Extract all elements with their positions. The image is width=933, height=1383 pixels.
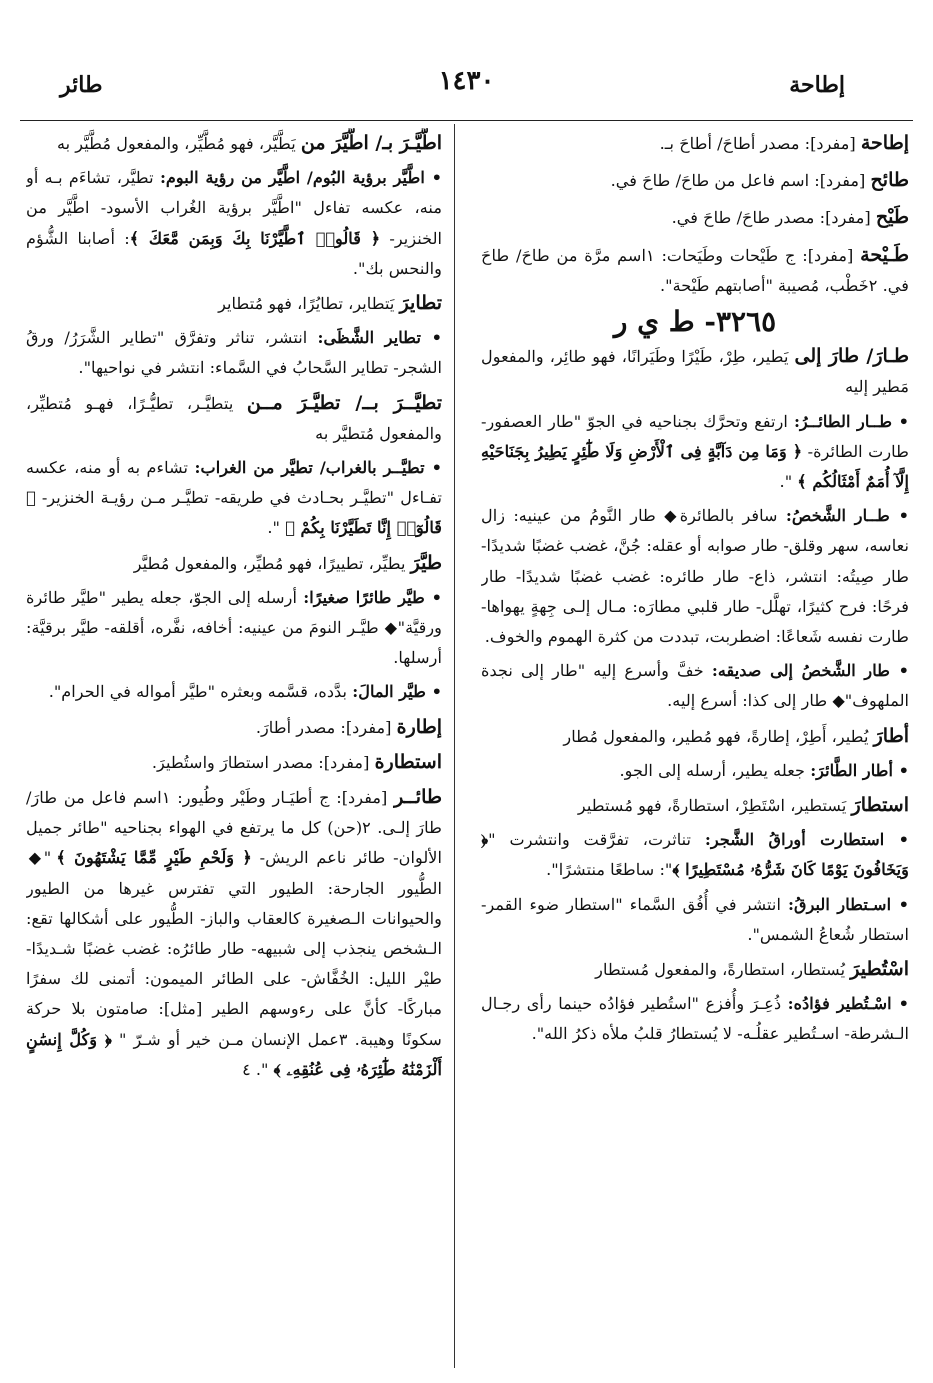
- entry-tayh: [481, 202, 909, 233]
- conjugation: يُستطار، استطارةً، والمفعول مُستطار: [595, 960, 846, 980]
- sense: [481, 407, 909, 498]
- sense-lead: • اسـتطار البرقُ:: [788, 894, 909, 914]
- quran-quote: ﴿ وَكُلَّ إِنسَٰنٍ أَلْزَمْنَٰهُ طَٰٓئِرَهُۥ فِى عُنُقِهِۦ ﴾: [26, 1029, 442, 1079]
- guide-word-right: إطاحة: [789, 72, 845, 98]
- sense-lead: • تطيَّــر بالغراب/ تطيَّر من الغراب:: [194, 458, 442, 478]
- entry-tatayyar: [26, 388, 442, 449]
- conjugation: يَتطاير، تطايُرًا، فهو مُتطاير: [218, 294, 395, 314]
- headword: تطيَّــرَ بــ/ تطيَّـرَ مــن: [246, 391, 442, 414]
- entry-tair: [26, 782, 442, 1085]
- conjugation: يَطَّيَّر، فهو مُطَّيِّر، والمفعول مُطَّيَّر به: [56, 134, 296, 153]
- definition: [مفرد]: مصدر استطارَ واستُطيرَ.: [151, 752, 370, 772]
- right-column: [481, 128, 909, 1368]
- sense-text: خفَّ وأسرع إليه "طار إلى نجدة الملهوف"◆ طار إلى كذا: أسرع إليه.: [481, 661, 909, 711]
- headword: طائح: [870, 169, 909, 192]
- sense-tail: ".: [267, 518, 286, 538]
- running-header: [24, 62, 909, 116]
- headword: إطارة: [396, 715, 442, 738]
- headword: إطاحة: [860, 132, 909, 154]
- sense-lead: • اسْـتُطير فؤادُه:: [787, 994, 909, 1014]
- definition-end: ". ٤: [242, 1059, 274, 1079]
- root-heading: ٣٢٦٥- ط ي ر: [613, 305, 777, 339]
- headword: طَيْح: [875, 206, 909, 229]
- quran-quote: ﴿ قَالُوٓا۟ إِنَّا تَطَيَّرْنَا بِكُمْ ﴾: [26, 488, 442, 538]
- sense-lead: • طيَّر طائرًا صغيرًا:: [303, 587, 442, 607]
- sense-lead: • اطَّيَّر برؤية البُوم/ اطَّيَّر من رؤية البوم:: [159, 168, 442, 188]
- headword: تطايرَ: [399, 292, 442, 315]
- conjugation: يَطير، طِرْ، طَيْرًا وطَيَرانًا، فهو طائِر، والمفعول مَطير إليه: [481, 347, 909, 397]
- sense: [481, 656, 909, 716]
- entry-itara: [26, 712, 442, 743]
- quran-quote: ﴿ وَيَخَافُونَ يَوْمًا كَانَ شَرُّهُۥ مُسْتَطِيرًا ﴾: [481, 830, 909, 880]
- headword: طائــر: [394, 786, 442, 809]
- entry-tatayar: [26, 288, 442, 319]
- definition: [مفرد]: اسم فاعل من طاحَ/ طاحَ في.: [610, 171, 866, 191]
- quran-quote: ﴿ وَمَا مِن دَآبَّةٍ فِى ٱلْأَرْضِ وَلَا طَٰٓئِرٍ يَطِيرُ بِجَنَاحَيْهِ إِلَّآ أُمَمٌ أَمْثَالُكُم ﴾: [481, 441, 909, 492]
- quran-quote: ﴿ قَالُوا۟ ٱطَّيَّرْنَا بِكَ وَبِمَن مَّعَكَ ﴾: [129, 228, 381, 248]
- sense-lead: • طار الشَّخصُ إلى صديقه:: [711, 661, 909, 681]
- sense: [481, 501, 909, 652]
- headword: طَـيْحة: [860, 243, 909, 266]
- sense: [481, 756, 909, 786]
- sense: [481, 989, 909, 1049]
- entry-itaha: [481, 128, 909, 159]
- entry-tayha: [481, 240, 909, 301]
- sense-text: سافر بالطائرة◆ طار النَّومُ من عينيه: زال نعاسه، سهر وقلق- طار صوابه أو عقله: جُنَّ، غضب غضبًا شديدًا- طار صِيتُه: انتشر، ذاع- طار طائره: غضب غضبًا شديدًا- طار فرحًا: فرح كثيرًا، تهلَّل- طار قلبي مطارَه: مـال إلـى جِهةٍ يهواها- طارت نفسه شَعاعًا: اضطربت، تبددت من كثرة الهموم والخوف.: [481, 506, 909, 647]
- sense: [26, 323, 442, 383]
- sense-text: انتشر في أُفُق السَّماء "استطار ضوء القمر- استطار شُعاعُ الشمس".: [481, 894, 909, 944]
- quran-quote: ﴿ وَلَحْمِ طَيْرٍ مِّمَّا يَشْتَهُونَ ﴾: [56, 848, 252, 868]
- sense: [481, 890, 909, 950]
- column-divider: [454, 124, 455, 1368]
- sense-lead: • استطارت أوراقُ الشَّجر:: [704, 830, 909, 850]
- sense-lead: • طيَّر المالَ:: [352, 682, 442, 702]
- sense-text: جعله يطير، أرسله إلى الجو.: [619, 760, 806, 780]
- conjugation: يَستطير، اسْتَطِرْ، استطارةً، فهو مُستطير: [577, 796, 847, 816]
- entry-istatar: [481, 790, 909, 821]
- sense-lead: • أطار الطَّائرَ:: [810, 760, 909, 780]
- headword: طـارَ/ طارَ إلى: [794, 345, 909, 368]
- sense-text: تشاءم به أو منه، عكسه تفـاءل "تطيَّـر بحـادث في طريقه- تطيَّـر مـن رؤيـة الخنزير-: [26, 458, 442, 508]
- sense: [26, 453, 442, 544]
- headword: أطارَ: [873, 724, 909, 747]
- entry-ustutir: [481, 954, 909, 985]
- definition-continued: "◆ الطُّيور الجارحة: الطيور التي تفترس غيرها من الطيور والحيوانات الـصغيرة كالعقاب والباز- الطُّيور على أشكالها تقع: الـشخص ينجذب إلى شبيهه- طار طائرُه: غضب غضبًا شـديدًا- طيْر الليل: الخُفَّاش- على الطائر الميمون: أتمنى لك سفرًا مباركًا- كأنَّ على رءوسهم الطير [مثل]: صامتون بلا حركة سكونًا وهيبة. ٣عمل الإنسان مـن خير أو شـرّ ": [26, 848, 442, 1049]
- sense-text: ذُعِـرَ وأُفزع "استُطير فؤادُه حينما رأى رجـال الـشرطة- اسـتُطير عقلُـه- لا يُستطارُ قلبُ ملأه ذكرُ الله".: [481, 994, 909, 1044]
- conjugation: يُطير، أَطِرْ، إطارةً، فهو مُطير، والمفعول مُطار: [563, 726, 869, 746]
- headword: اسْتُطيرَ: [850, 958, 909, 981]
- guide-word-left: طائر: [60, 72, 103, 98]
- sense-text: تناثرت، تفرَّقت وانتشرت ": [488, 830, 692, 850]
- entry-ittayyar: [26, 128, 442, 159]
- headword: استطارَ: [851, 794, 909, 817]
- entry-tayyar: [26, 548, 442, 579]
- sense-lead: • تطاير الشَّظَى:: [317, 328, 442, 348]
- left-column: [26, 128, 442, 1368]
- sense-text: ارتفع وتحرَّك بجناحيه في الجوّ "طار العصفور- طارت الطائرة-: [481, 411, 909, 461]
- page-number: ١٤٣٠: [438, 66, 495, 96]
- sense-lead: • طــار الطائــرُ:: [793, 411, 909, 431]
- entry-tar: [481, 341, 909, 402]
- sense: [26, 583, 442, 674]
- sense: [26, 163, 442, 284]
- conjugation: يتطيَّـر، تطيُّـرًا، فهـو مُتطيِّر، والمفعول مُتطيَّر به: [26, 393, 442, 443]
- headword: استطارة: [374, 750, 442, 773]
- definition: [مفرد]: ج طَيْحات وطَيَحات: ١اسم مرَّة من طاحَ/ طاحَ في. ٢خَطْب، مُصيبة "أصابتهم طَيْحة".: [481, 245, 909, 295]
- headword: طيَّرَ: [410, 551, 442, 574]
- sense-text: أرسله إلى الجوّ، جعله يطير "طيَّر طائرة ورقيَّة"◆ طيَّـر النومَ من عينيه: أخافه، نفَّره، أقلقه- طيَّر برقيَّة: أرسلها.: [26, 587, 442, 668]
- header-rule: [20, 120, 913, 121]
- sense-text: بدَّده، قسَّمه وبعثره "طيَّر أمواله في الحرام".: [48, 682, 348, 702]
- entry-istitara: [26, 747, 442, 778]
- conjugation: يطيِّر، تطييرًا، فهو مُطيِّر، والمفعول مُطيَّر: [133, 553, 406, 573]
- sense-text: تطيَّر، تشاءَم بـه أو منه، عكسه تفاءل "اطَّيَّر برؤية الغُراب الأسود- اطَّيَّر من الخنزير-: [26, 168, 442, 248]
- sense-tail: ".: [779, 472, 798, 492]
- sense: [481, 825, 909, 885]
- sense-text: انتشر، تناثر وتفرَّق "تطاير الشَّرَرُ/ ورقُ الشجر- تطاير السَّحابُ في السَّماء: انتشر في نواحيها".: [26, 328, 442, 378]
- sense-tail: : أصابنا الشُّؤم والنحس بك".: [26, 228, 442, 278]
- definition: [مفرد]: مصدر طاحَ/ طاحَ في.: [671, 208, 871, 228]
- headword: اطَّيَّـرَ بـ/ اطَّيَّرَ من: [300, 132, 442, 154]
- entry-taih: [481, 165, 909, 196]
- definition: [مفرد]: ج أطيَـار وطَيْر وطُيور: ١اسم فاعل من طارَ/ طارَ إلـى. ٢(حن) كل ما يرتفع في الهواء بجناحيه "طائر جميل الألوان- طائر ناعم الريش-: [26, 788, 442, 868]
- sense-lead: • طــار الشَّخصُ:: [785, 506, 909, 526]
- definition: [مفرد]: مصدر أطاحَ/ أطاحَ بـ.: [659, 134, 856, 153]
- entry-atar: [481, 721, 909, 752]
- sense-tail: ": ساطعًا منتشرًا".: [546, 860, 673, 880]
- definition: [مفرد]: مصدر أطارَ.: [255, 717, 392, 737]
- sense: [26, 677, 442, 707]
